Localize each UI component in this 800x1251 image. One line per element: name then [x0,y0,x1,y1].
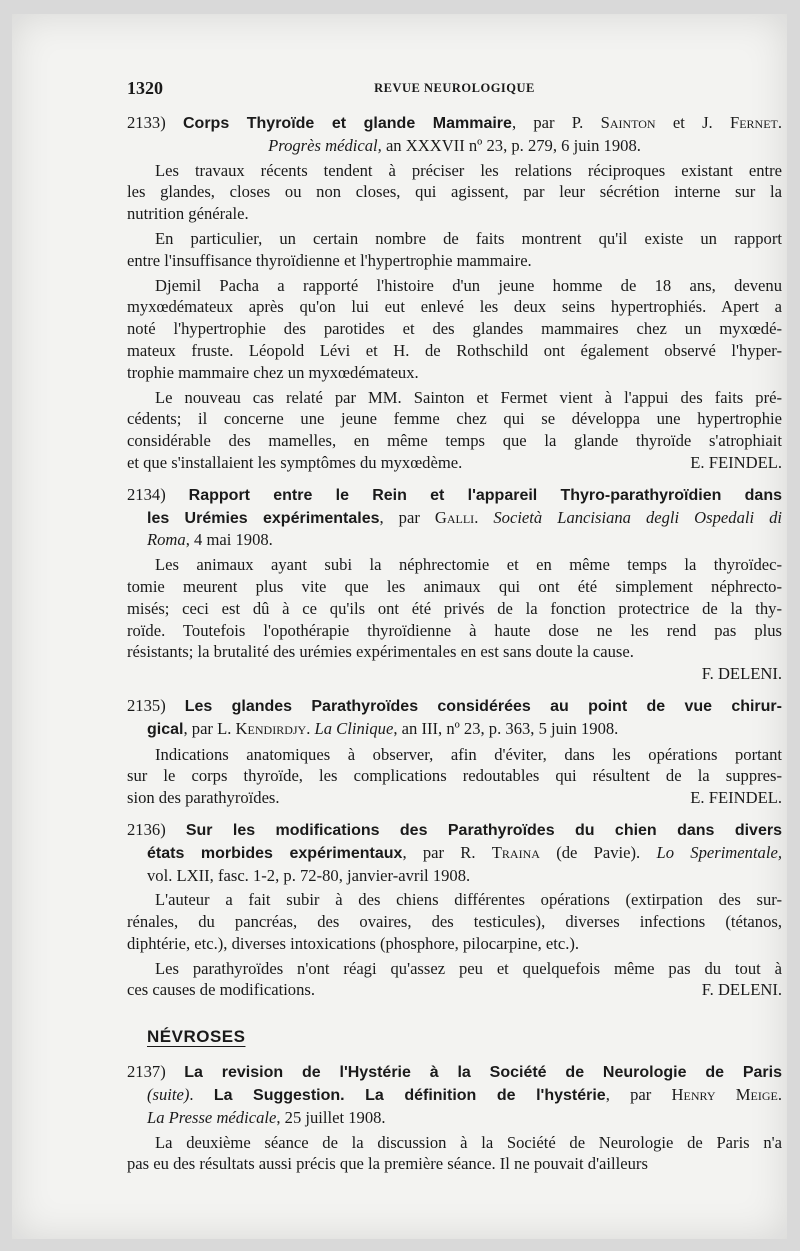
author-signature: F. DELENI. [701,664,782,684]
text-line: myxœdémateux après qu'on lui eut enlevé les deux seins hypertrophiés. Apert a [127,297,782,317]
title-segment: Sur les modifications des Parathyroïdes du chien dans divers [185,821,782,839]
entry-title-line [127,865,782,887]
title-segment: La Suggestion. La définition de l'hystérie [213,1087,606,1105]
text-line: trophie mammaire chez un myxœdémateux. [127,362,419,382]
text-line: Les parathyroïdes n'ont réagi qu'assez peu et quelquefois même pas du tout à [155,958,782,978]
entry-title-line [127,695,782,718]
entry-title-line [127,135,782,157]
text-line: Les travaux récents tendent à préciser les relations réciproques existant entre [155,160,782,180]
text-line: résistants; la brutalité des urémies expérimentales en est sans doute la cause. [127,642,634,662]
text-line: Les animaux ayant subi la néphrectomie et en même temps la thyroïdec- [155,555,782,575]
title-segment: La Presse médicale [147,1107,277,1127]
title-segment: an XXXVII nº 23, p. 279, 6 juin 1908. [385,135,641,155]
text-line: Indications anatomiques à observer, afin d'éviter, dans les opérations portant [155,744,782,764]
paragraph [127,744,782,809]
title-segment: états morbides expérimentaux [147,844,403,862]
paragraph [127,958,782,1002]
title-segment: Kendirdjy [235,718,307,738]
title-segment: 2133) [127,113,183,132]
paragraph [127,387,782,474]
entry-title-line [127,1061,782,1084]
text-line [127,979,782,1001]
title-segment: vol. LXII, fasc. 1-2, p. 72-80, janvier-avril 1908. [147,865,471,885]
entry-title-line [127,1084,782,1107]
text-column [127,78,782,1175]
title-segment: , par L. [183,718,236,738]
scanned-page [12,14,787,1239]
title-segment: , an III, nº 23, p. 363, 5 juin 1908. [393,718,619,738]
title-segment: Les glandes Parathyroïdes considérées au point de vue chirur- [184,697,782,715]
title-segment: 2136) [127,819,186,839]
title-segment: Fernet. [729,113,783,132]
text-line: La deuxième séance de la discussion à la Société de Neurologie de Paris n'a [155,1132,782,1152]
author-signature: E. FEINDEL. [690,452,782,472]
title-segment: . [306,718,315,738]
title-segment: , 4 mai 1908. [185,530,273,550]
text-line: considérable des mamelles, en même temps que la glande thyroïde s'atrophiait [127,431,782,451]
title-segment: Progrès médical, [268,135,386,155]
title-segment: La Clinique [314,718,394,738]
text-line: misés; ceci est dû à ce qu'ils ont été privés de la fonction protectrice de la thy- [127,598,782,618]
title-segment: Sainton [600,113,656,132]
text-line: tomie meurent plus vite que les animaux qui ont été simplement néphrecto- [127,576,782,596]
text-line: roïde. Toutefois l'opothérapie thyroïdienne à haute dose ne les rend pas plus [127,620,782,640]
title-segment: les Urémies expérimentales [147,509,380,527]
author-signature: F. DELENI. [701,980,782,1000]
author-signature: E. FEINDEL. [690,788,782,808]
text-line: En particulier, un certain nombre de faits montrent qu'il existe un rapport [155,228,782,248]
text-line: mateux fruste. Léopold Lévi et H. de Rothschild ont également observé l'hyper- [127,340,782,360]
entry-title-line [127,484,782,507]
paragraph [127,1132,782,1176]
title-segment: , par [605,1085,672,1105]
abstract-entry [127,695,782,809]
entry-title-line [127,112,782,135]
title-segment: 2137) [127,1062,185,1082]
paragraph [127,554,782,663]
abstract-entry [127,819,782,1001]
text-line: Le nouveau cas relaté par MM. Sainton et Fermet vient à l'appui des faits pré- [155,387,782,407]
paragraph [127,889,782,954]
paragraph [127,160,782,225]
paragraph [127,228,782,272]
entry-title-line [127,718,782,741]
title-segment: 2135) [127,695,185,715]
text-line-body: ces causes de modifications. [127,980,316,1000]
page-number: 1320 [127,78,163,98]
title-segment: Henry Meige. [671,1085,782,1105]
title-segment: Roma [147,530,186,550]
text-line: diphtérie, etc.), diverses intoxications (phosphore, pilocarpine, etc.). [127,933,580,953]
title-segment: . [474,507,494,527]
title-segment: , 25 juillet 1908. [276,1107,386,1127]
text-line: rénales, du pancréas, des ovaires, des testicules), diverses infections (tétanos, [127,912,782,932]
text-line-body: et que s'installaient les symptômes du myxœdème. [127,452,463,472]
text-line-body: sion des parathyroïdes. [127,788,280,808]
abstract-entry [127,1061,782,1175]
title-segment: . [189,1085,214,1105]
abstracts-list-nevroses [127,1061,782,1175]
title-segment: , par R. [402,842,492,862]
title-segment: Galli [434,507,475,527]
title-segment: Rapport entre le Rein et l'appareil Thyro-parathyroïdien dans [188,486,782,504]
page-header [127,78,782,106]
text-line: cédents; il concerne une jeune femme chez qui se développa une hypertrophie [127,409,782,429]
title-segment: La revision de l'Hystérie à la Société de Neurologie de Paris [184,1064,782,1082]
text-line: nutrition générale. [127,204,249,224]
title-segment: et J. [655,113,730,132]
text-line: les glandes, closes ou non closes, qui agissent, par leur sécrétion interne sur la [127,182,782,202]
title-segment: , par P. [511,113,601,132]
text-line [127,452,782,474]
text-line: noté l'hypertrophie des parotides et des glandes mammaires chez un myxœdé- [127,319,782,339]
title-segment: , par [379,507,435,527]
abstracts-list [127,112,782,1001]
entry-title-line [127,529,782,551]
paragraph [127,275,782,384]
abstract-entry [127,484,782,685]
title-segment: Traina [491,842,540,862]
text-line: entre l'insuffisance thyroïdienne et l'hypertrophie mammaire. [127,250,532,270]
title-segment: 2134) [127,484,189,504]
title-segment: gical [147,720,184,738]
title-segment: Lo Sperimentale, [656,842,782,862]
running-title: REVUE NEUROLOGIQUE [374,81,535,95]
abstract-entry [127,112,782,474]
text-line: pas eu des résultats aussi précis que la première séance. Il ne pouvait d'ailleurs [127,1154,648,1174]
title-segment: Corps Thyroïde et glande Mammaire [182,115,512,132]
section-heading: NÉVROSES [147,1027,246,1047]
text-line [127,787,782,809]
title-segment: (suite) [147,1085,190,1105]
entry-title-line [127,1107,782,1129]
title-segment: Società Lancisiana degli Ospedali di [493,507,782,527]
entry-title-line [127,507,782,530]
text-line: sur le corps thyroïde, les complications redoutables qui résultent de la suppres- [127,766,782,786]
entry-title-line [127,842,782,865]
text-line: L'auteur a fait subir à des chiens différentes opérations (extirpation des sur- [155,890,782,910]
text-line: Djemil Pacha a rapporté l'histoire d'un jeune homme de 18 ans, devenu [155,275,782,295]
title-segment: (de Pavie). [539,842,657,862]
entry-title-line [127,819,782,842]
